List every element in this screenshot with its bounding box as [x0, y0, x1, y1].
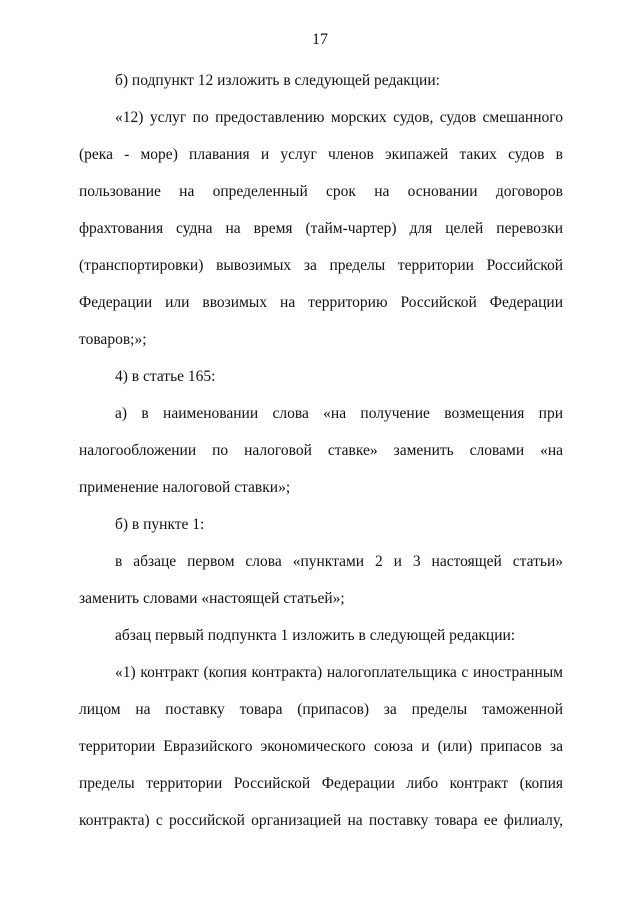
paragraph-subitem-b-point-1: б) в пункте 1: [115, 516, 205, 533]
paragraph-first-abzac-replace: в абзаце первом слова «пунктами 2 и 3 настоящей статьи» заменить словами «настоящей статьей»; [79, 553, 563, 607]
paragraph-subitem-a-title: а) в наименовании слова «на получение возмещения при налогообложении по налоговой ставке» заменить словами «на применение налоговой ставки»; [79, 405, 563, 496]
paragraph-item-12-text: «12) услуг по предоставлению морских судов, судов смешанного (река - море) плавания и услуг членов экипажей таких судов в пользование на определенный срок на основании договоров фрахтования судна на время (тайм-чартер) для целей перевозки (транспортировки) вывозимых за пределы территории Российской Федерации или ввозимых на территорию Российской Федерации товаров;»; [79, 109, 563, 348]
paragraph-first-abzac-subitem-1: абзац первый подпункта 1 изложить в следующей редакции: [115, 627, 516, 644]
paragraph-subitem-b-12: б) подпункт 12 изложить в следующей редакции: [115, 72, 440, 89]
document-body [79, 62, 563, 839]
paragraph-contract-text: «1) контракт (копия контракта) налогоплательщика с иностранным лицом на поставку товара (припасов) за пределы таможенной территории Евразийского экономического союза и (или) припасов за пределы территории Российской Федерации либо контракт (копия контракта) с российской организацией на поставку товара ее филиалу, [79, 664, 563, 829]
page-number: 17 [312, 31, 328, 48]
paragraph-article-165: 4) в статье 165: [115, 368, 216, 385]
